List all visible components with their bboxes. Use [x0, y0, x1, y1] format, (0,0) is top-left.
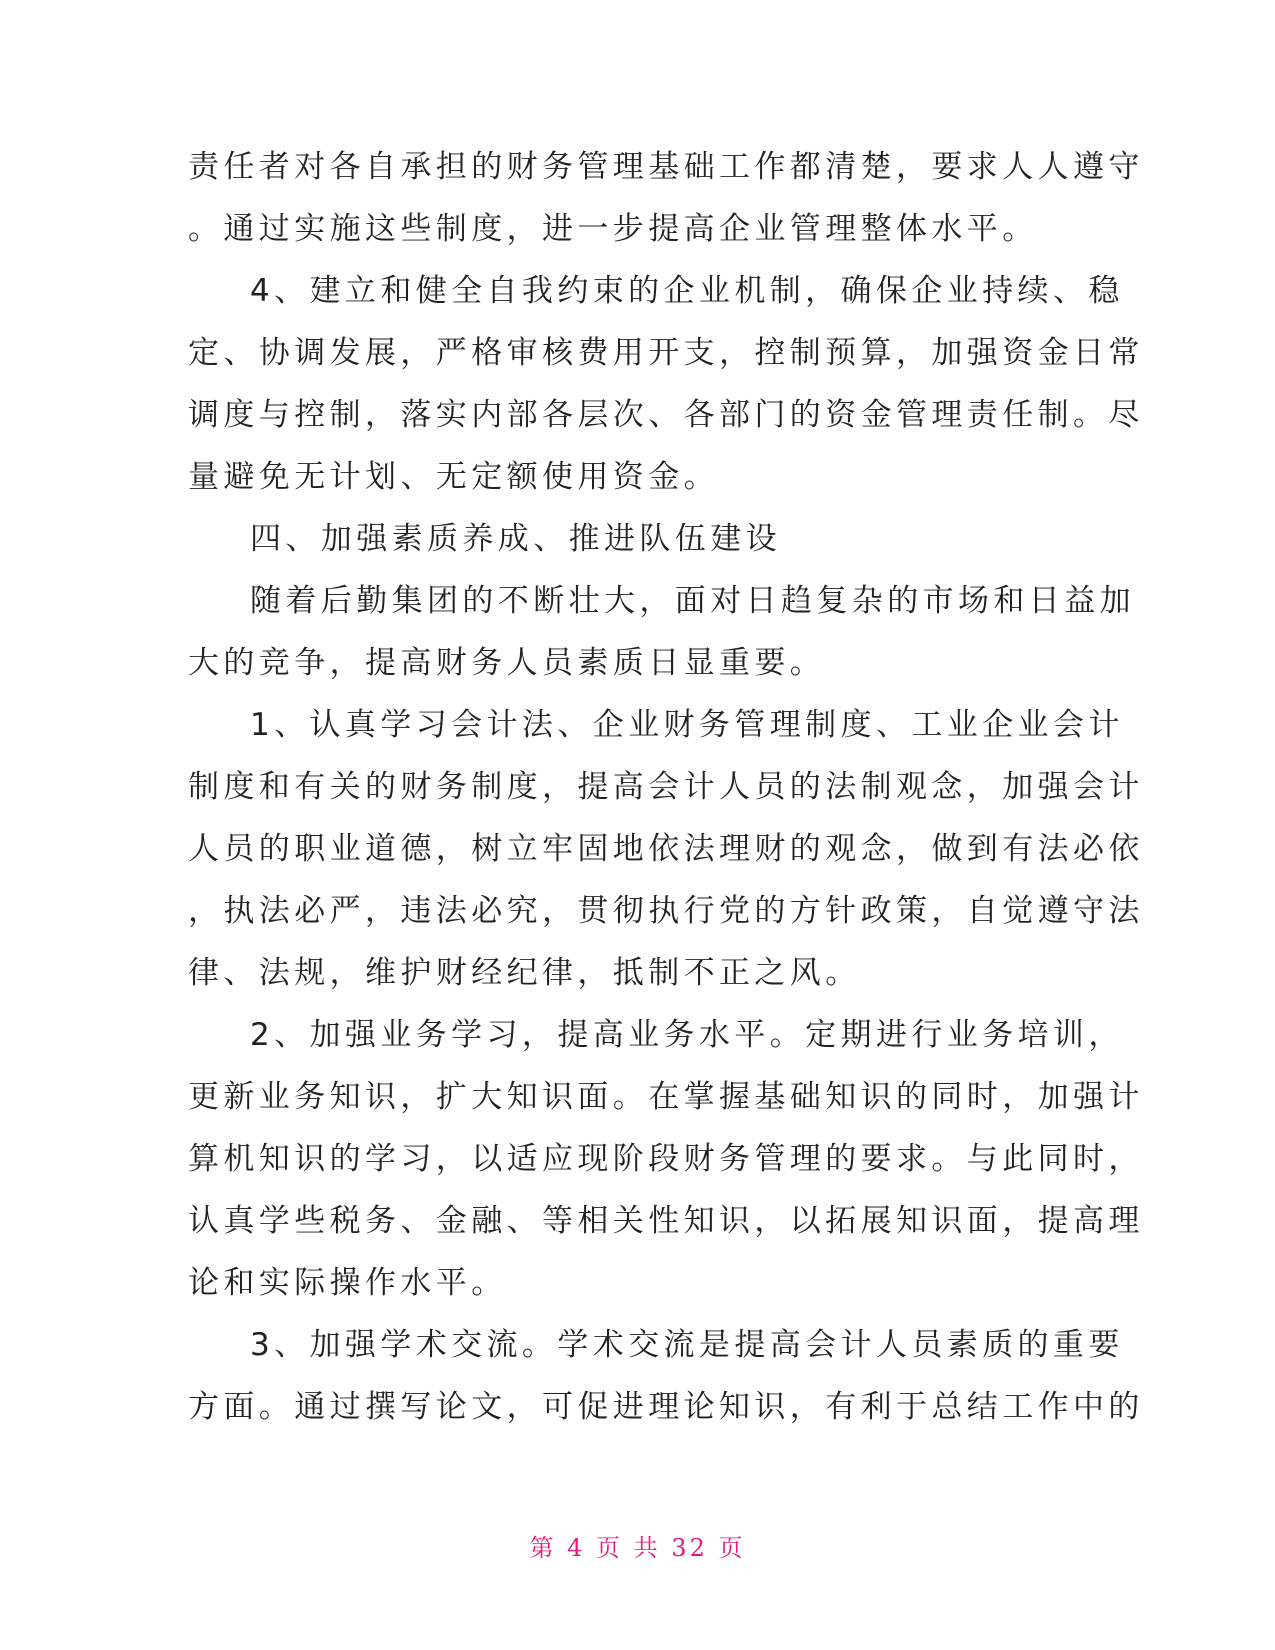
text-line: 调度与控制，落实内部各层次、各部门的资金管理责任制。尽 — [188, 397, 1144, 433]
text-line: 3、加强学术交流。学术交流是提高会计人员素质的重要 — [250, 1327, 1124, 1363]
text-line: 量避免无计划、无定额使用资金。 — [188, 459, 719, 495]
text-line: 律、法规，维护财经纪律，抵制不正之风。 — [188, 955, 861, 991]
text-line: 更新业务知识，扩大知识面。在掌握基础知识的同时，加强计 — [188, 1079, 1144, 1115]
section-heading: 四、加强素质养成、推进队伍建设 — [250, 521, 781, 557]
text-line: 1、认真学习会计法、企业财务管理制度、工业企业会计 — [250, 707, 1124, 743]
text-line: 方面。通过撰写论文，可促进理论知识，有利于总结工作中的 — [188, 1389, 1144, 1425]
text-line: 制度和有关的财务制度，提高会计人员的法制观念，加强会计 — [188, 769, 1144, 805]
text-line: 。通过实施这些制度，进一步提高企业管理整体水平。 — [188, 211, 1038, 247]
text-line: 人员的职业道德，树立牢固地依法理财的观念，做到有法必依 — [188, 831, 1144, 867]
text-line: 认真学些税务、金融、等相关性知识，以拓展知识面，提高理 — [188, 1203, 1144, 1239]
text-line: 责任者对各自承担的财务管理基础工作都清楚，要求人人遵守 — [188, 149, 1144, 185]
text-line: 2、加强业务学习，提高业务水平。定期进行业务培训， — [250, 1017, 1124, 1053]
text-line: 论和实际操作水平。 — [188, 1265, 507, 1301]
text-line: 算机知识的学习，以适应现阶段财务管理的要求。与此同时， — [188, 1141, 1144, 1177]
text-line: ，执法必严，违法必究，贯彻执行党的方针政策，自觉遵守法 — [188, 893, 1144, 929]
text-line: 定、协调发展，严格审核费用开支，控制预算，加强资金日常 — [188, 335, 1144, 371]
text-line: 大的竞争，提高财务人员素质日显重要。 — [188, 645, 826, 681]
text-line: 随着后勤集团的不断壮大，面对日趋复杂的市场和日益加 — [250, 583, 1135, 619]
page-number-footer: 第 4 页 共 32 页 — [529, 1534, 746, 1562]
text-line: 4、建立和健全自我约束的企业机制，确保企业持续、稳 — [250, 273, 1124, 309]
